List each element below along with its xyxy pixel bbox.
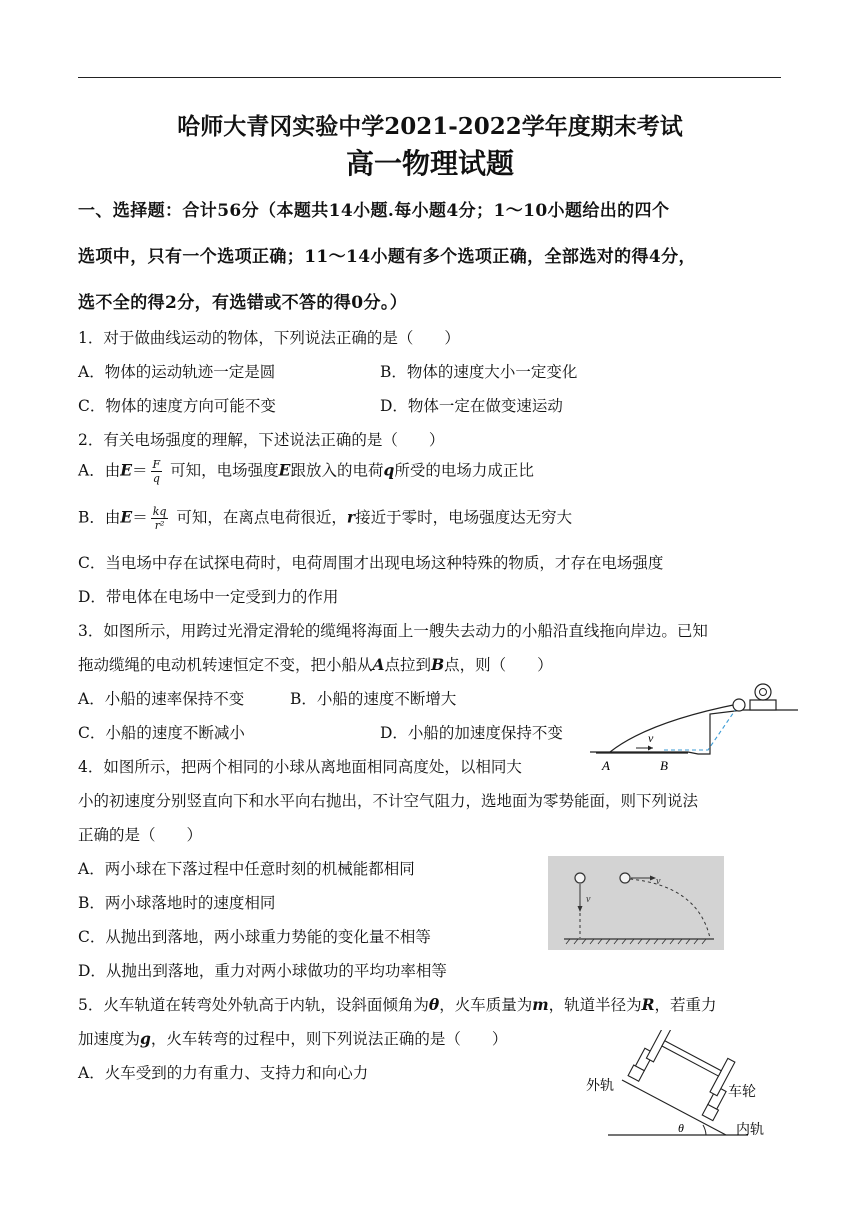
q2-b-prefix: B．由 <box>78 508 121 527</box>
q5-option-a: A．火车受到的力有重力、支持力和向心力 <box>78 1064 369 1082</box>
q4-option-a: A．两小球在下落过程中任意时刻的机械能都相同 <box>78 860 415 878</box>
fig-label-v-down: v <box>586 894 591 905</box>
q4-stem-line1: 4．如图所示，把两个相同的小球从离地面相同高度处，以相同大 <box>78 758 522 776</box>
q3-option-d: D．小船的加速度保持不变 <box>380 724 563 742</box>
q2-b-frac-num: kq <box>152 505 167 518</box>
q4-option-c: C．从抛出到落地，两小球重力势能的变化量不相等 <box>78 928 431 946</box>
q1-option-b: B．物体的速度大小一定变化 <box>380 363 578 381</box>
fig-label-a: A <box>602 758 610 773</box>
q4-stem-line3: 正确的是（ ） <box>78 826 203 844</box>
q1-option-c: C．物体的速度方向可能不变 <box>78 397 276 415</box>
q1-stem: 1．对于做曲线运动的物体，下列说法正确的是（ ） <box>78 329 460 347</box>
fig-label-wheel: 车轮 <box>728 1083 756 1099</box>
motor-base-icon <box>750 700 776 710</box>
velocity-arrowhead <box>648 746 653 751</box>
q2-a-frac-den: q <box>152 472 160 485</box>
photo-background <box>548 856 724 950</box>
q1-option-a: A．物体的运动轨迹一定是圆 <box>78 363 276 381</box>
q5-stem-line1 <box>78 993 717 1015</box>
q2-b-equals: ＝ <box>132 508 148 527</box>
q4-option-b: B．两小球落地时的速度相同 <box>78 894 276 912</box>
q2-a-fraction <box>151 458 163 485</box>
q3-point-a: A <box>372 655 385 674</box>
q3-stem2-text1: 拖动缆绳的电动机转速恒定不变，把小船从 <box>78 656 373 674</box>
fig-label-inner-rail: 内轨 <box>736 1121 764 1137</box>
q2-a-equals: ＝ <box>132 461 148 480</box>
motor-hub-icon <box>760 689 767 696</box>
q5-stem-line2 <box>78 1027 507 1049</box>
theta-arc <box>703 1125 706 1135</box>
q5-stem1-text2: ，火车质量为 <box>439 996 533 1014</box>
shore-bank <box>656 710 798 754</box>
axle-bar <box>662 1041 721 1076</box>
q2-b-text1: 可知，在离点电荷很近， <box>171 508 347 527</box>
section-heading-line2: 选项中，只有一个选项正确；11～14小题有多个选项正确，全部选对的得4分， <box>78 247 696 267</box>
q2-option-c: C．当电场中存在试探电荷时，电荷周围才出现电场这种特殊的物质，才存在电场强度 <box>78 554 664 572</box>
q5-stem2-text2: ，火车转弯的过程中，则下列说法正确的是（ ） <box>150 1030 508 1048</box>
pulley-boat-figure <box>588 682 800 774</box>
q5-stem1-text4: ，若重力 <box>654 996 717 1014</box>
railway-curve-figure <box>578 1030 778 1142</box>
q2-option-d: D．带电体在电场中一定受到力的作用 <box>78 588 339 606</box>
q5-stem1-text1: 5．火车轨道在转弯处外轨高于内轨，设斜面倾角为 <box>78 996 429 1014</box>
q3-stem2-text2: 点拉到 <box>384 656 432 674</box>
ball-horizontal-icon <box>620 873 630 883</box>
q2-a-text1: 可知，电场强度 <box>165 461 279 480</box>
q4-option-d: D．从抛出到落地，重力对两小球做功的平均功率相等 <box>78 962 447 980</box>
q3-option-b: B．小船的速度不断增大 <box>290 690 457 708</box>
q3-stem2-text3: 点，则（ ） <box>444 656 553 674</box>
fig-label-v-right: v <box>656 876 661 887</box>
fig-label-outer-rail: 外轨 <box>586 1077 614 1093</box>
q5-symbol-m: m <box>532 995 549 1014</box>
q3-point-b: B <box>431 655 445 674</box>
q2-a-symbol-e2: E <box>278 460 291 480</box>
q3-stem-line2 <box>78 653 553 675</box>
q2-a-frac-num: F <box>152 458 161 471</box>
q2-b-symbol-r: r <box>346 507 356 527</box>
rope-solid <box>610 704 738 752</box>
q2-a-prefix: A．由 <box>78 461 121 480</box>
q2-b-symbol-e: E <box>120 507 133 527</box>
exam-title: 哈师大青冈实验中学2021-2022学年度期末考试 <box>177 113 683 140</box>
q3-option-c: C．小船的速度不断减小 <box>78 724 245 742</box>
q2-b-frac-den: r² <box>154 519 165 532</box>
q5-stem2-text1: 加速度为 <box>78 1030 141 1048</box>
ball-vertical-icon <box>575 873 585 883</box>
q3-stem-line1: 3．如图所示，用跨过光滑定滑轮的缆绳将海面上一艘失去动力的小船沿直线拖向岸边。已知 <box>78 622 708 640</box>
q2-a-symbol-q: q <box>383 460 395 480</box>
q4-stem-line2: 小的初速度分别竖直向下和水平向右抛出，不计空气阻力，选地面为零势能面，则下列说法 <box>78 792 699 810</box>
exam-subtitle: 高一物理试题 <box>345 147 514 180</box>
fig-label-b: B <box>660 758 668 773</box>
section-heading-line3: 选不全的得2分，有选错或不答的得0分。） <box>78 293 408 313</box>
q2-a-text2: 跟放入的电荷 <box>290 461 384 480</box>
q5-stem1-text3: ，轨道半径为 <box>548 996 642 1014</box>
q2-option-a <box>78 458 534 485</box>
q2-b-fraction <box>151 505 169 532</box>
q2-b-text2: 接近于零时，电场强度达无穷大 <box>355 508 573 527</box>
q1-option-d: D．物体一定在做变速运动 <box>380 397 563 415</box>
projectile-figure <box>548 856 724 950</box>
q2-a-symbol-e: E <box>120 460 133 480</box>
q2-option-b <box>78 505 572 532</box>
top-rule <box>78 77 781 78</box>
q2-a-text3: 所受的电场力成正比 <box>394 461 534 480</box>
q5-symbol-r: R <box>641 995 655 1014</box>
fig-label-v: v <box>648 731 654 745</box>
q5-symbol-theta: θ <box>428 995 440 1014</box>
q3-option-a: A．小船的速率保持不变 <box>78 690 245 708</box>
fig-label-theta: θ <box>678 1121 684 1135</box>
q2-stem: 2．有关电场强度的理解，下述说法正确的是（ ） <box>78 431 445 449</box>
pulley-icon <box>733 699 745 711</box>
q5-symbol-g: g <box>140 1029 151 1048</box>
section-heading-line1: 一、选择题：合计56分（本题共14小题.每小题4分；1～10小题给出的四个 <box>78 201 670 221</box>
